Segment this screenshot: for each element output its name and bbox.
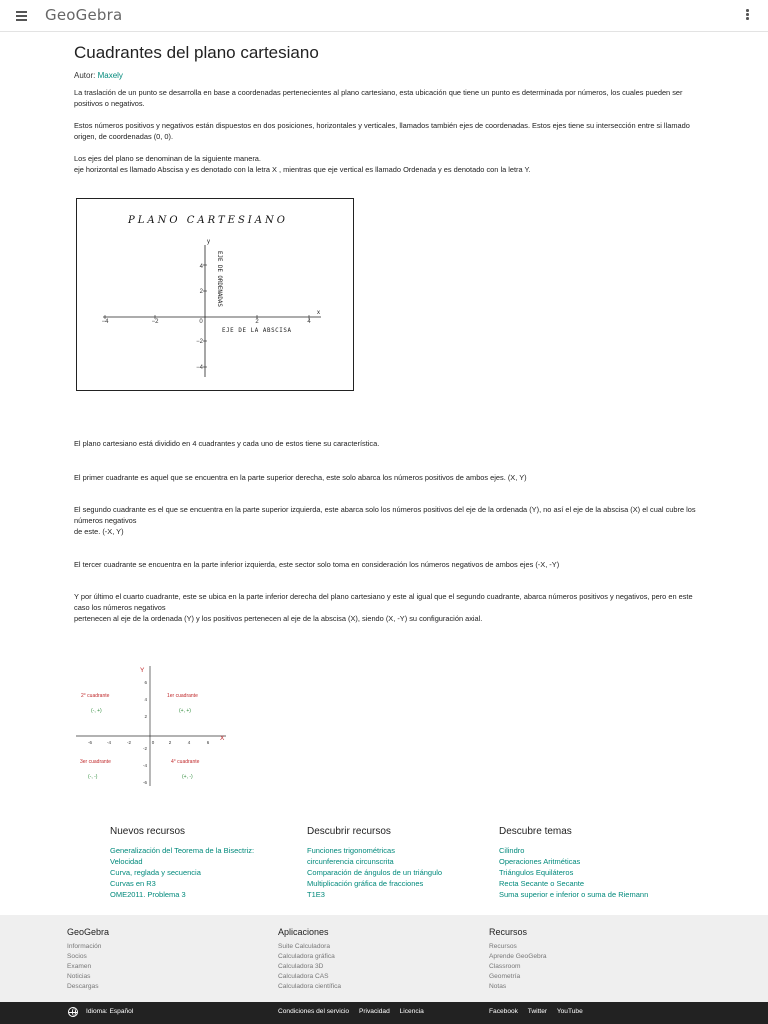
site-footer (0, 915, 768, 1002)
nuevos-recursos-section (110, 826, 254, 900)
author-link[interactable]: Maxely (97, 71, 123, 80)
descubrir-recurso-link[interactable]: Comparación de ángulos de un triángulo (307, 868, 443, 877)
q-x-tick-neg2: -2 (126, 740, 132, 745)
descubrir-recursos-section (307, 826, 442, 900)
globe-icon[interactable] (68, 1007, 78, 1017)
q-x-tick-6: 6 (206, 740, 210, 745)
footer-link[interactable]: Examen (67, 963, 92, 970)
footer-recursos-column (489, 927, 547, 992)
paragraph-traslacion: La traslación de un punto se desarrolla en base a coordenadas pertenecientes al plano cartesiano, esta ubicación que tiene un punto es determinada por números, los cuales pueden ser positivos o negativos. (74, 88, 683, 108)
nuevos-recurso-link[interactable]: Generalización del Teorema de la Bisectriz: (110, 846, 255, 855)
descubrir-recurso-link[interactable]: Funciones trigonométricas (307, 846, 395, 855)
facebook-link[interactable]: Facebook (489, 1008, 518, 1015)
author-line (74, 71, 123, 80)
privacy-link[interactable]: Privacidad (358, 1008, 390, 1015)
top-app-bar (0, 0, 768, 32)
language-selector[interactable]: Idioma: Español (86, 1008, 134, 1015)
x-tick-neg4: −4 (101, 319, 109, 325)
bottom-bar (0, 1002, 768, 1024)
footer-link[interactable]: Geometría (489, 973, 521, 980)
y-tick-4: 4 (199, 264, 203, 270)
footer-link[interactable]: Recursos (489, 943, 517, 950)
x-tick-neg2: −2 (151, 319, 159, 325)
paragraph-cuarto-cuadrante: Y por último el cuarto cuadrante, este se ubica en la parte inferior derecha del plano cartesiano y este al igual que el segundo cuadrante, abarca números positivos y negativos, pero en este caso los números negativos (74, 592, 693, 612)
descubre-temas-title: Descubre temas (499, 826, 572, 837)
footer-link[interactable]: Descargas (67, 983, 99, 990)
legal-links (278, 1008, 432, 1015)
tema-link[interactable]: Recta Secante o Secante (499, 879, 585, 888)
q-y-tick-4: 4 (144, 697, 147, 702)
footer-link[interactable]: Noticias (67, 973, 91, 980)
paragraph-denominacion: Los ejes del plano se denominan de la siguiente manera. (74, 154, 261, 163)
q1-signs: (+, +) (179, 708, 191, 714)
x-tick-4: 4 (307, 319, 311, 325)
terms-link[interactable]: Condiciones del servicio (278, 1008, 350, 1015)
q-y-tick-neg6: -6 (142, 780, 147, 785)
hamburger-menu-icon[interactable] (16, 11, 27, 20)
quadrants-svg (72, 662, 232, 788)
descubrir-recurso-link[interactable]: Multiplicación gráfica de fracciones (307, 879, 424, 888)
q-x-tick-2: 2 (168, 740, 172, 745)
q2-label: 2° cuadrante (81, 693, 110, 699)
paragraph-ejes: Estos números positivos y negativos están dispuestos en dos posiciones, horizontales y verticales, llamados también ejes de coordenadas. Estos ejes tiene su intersección entre si llamado origen, de coordenadas (0, 0). (74, 121, 690, 141)
q2-signs: (-, +) (91, 708, 102, 714)
geogebra-logo[interactable]: GeoGebra (45, 6, 123, 24)
q4-signs: (+, -) (182, 774, 193, 780)
q1-label: 1er cuadrante (167, 693, 198, 699)
footer-aplicaciones-column (278, 927, 341, 992)
tema-link[interactable]: Triángulos Equiláteros (499, 868, 574, 877)
tema-link[interactable]: Operaciones Aritméticas (499, 857, 581, 866)
abscissa-axis-caption: EJE DE LA ABSCISA (222, 328, 292, 334)
paragraph-cuadrantes: El plano cartesiano está dividido en 4 cuadrantes y cada uno de estos tiene su característica. (74, 439, 380, 448)
descubre-temas-section (499, 826, 648, 900)
x-tick-2: 2 (255, 319, 259, 325)
descubrir-recursos-title: Descubrir recursos (307, 826, 391, 837)
ordinate-axis-caption: EJE DE ORDENADAS (216, 251, 222, 307)
youtube-link[interactable]: YouTube (556, 1008, 583, 1015)
footer-aplicaciones-title: Aplicaciones (278, 927, 329, 937)
footer-geogebra-title: GeoGebra (67, 927, 110, 937)
tema-link[interactable]: Suma superior e inferior o suma de Riemann (499, 890, 649, 899)
kebab-menu-icon[interactable] (746, 9, 750, 21)
q-x-tick-neg6: -6 (87, 740, 93, 745)
footer-link[interactable]: Classroom (489, 963, 521, 970)
q-y-tick-2: 2 (144, 714, 147, 719)
twitter-link[interactable]: Twitter (527, 1008, 548, 1015)
paragraph-abscisa-ordenada: eje horizontal es llamado Abscisa y es denotado con la letra X , mientras que eje vertical es llamado Ordenada y es denotado con la letra Y. (74, 165, 531, 174)
descubrir-recurso-link[interactable]: T1E3 (307, 890, 325, 899)
footer-link[interactable]: Aprende GeoGebra (489, 953, 547, 960)
q-y-tick-6: 6 (144, 680, 147, 685)
footer-link[interactable]: Calculadora científica (278, 983, 342, 990)
q-y-tick-neg2: -2 (142, 746, 147, 751)
q-x-tick-0: 0 (151, 740, 155, 745)
q-y-tick-neg4: -4 (142, 763, 147, 768)
license-link[interactable]: Licencia (399, 1008, 424, 1015)
q3-label: 3er cuadrante (80, 759, 111, 765)
cartesian-plane-svg (77, 199, 352, 389)
footer-link[interactable]: Información (67, 943, 102, 950)
footer-geogebra-column (67, 927, 109, 992)
quadrants-y-label: Y (140, 667, 145, 674)
y-tick-2: 2 (199, 289, 203, 295)
q-x-tick-4: 4 (187, 740, 191, 745)
paragraph-tercer-cuadrante: El tercer cuadrante se encuentra en la parte inferior izquierda, este sector solo toma en consideración los números negativos de ambos ejes (-X, -Y) (74, 560, 560, 569)
quadrants-x-label: X (220, 735, 225, 742)
q-x-tick-neg4: -4 (106, 740, 112, 745)
x-tick-0: 0 (199, 319, 203, 325)
page-title: Cuadrantes del plano cartesiano (74, 43, 319, 62)
descubrir-recurso-link[interactable]: circunferencia circunscrita (307, 857, 394, 866)
paragraph-cuarto-cuadrante-cont: pertenecen al eje de la ordenada (Y) y los positivos pertenecen al eje de la abscisa (X), siendo (X, -Y) su configuración axial. (74, 614, 483, 623)
author-label: Autor: (74, 71, 96, 80)
social-links (489, 1008, 591, 1015)
nuevos-recurso-link[interactable]: Velocidad (110, 857, 143, 866)
x-axis-label: x (317, 310, 320, 316)
plane-title: PLANO CARTESIANO (128, 215, 288, 226)
nuevos-recurso-link[interactable]: Curvas en R3 (110, 879, 156, 888)
footer-link[interactable]: Calculadora gráfica (278, 953, 335, 960)
quadrants-image (72, 662, 232, 788)
y-tick-neg2: −2 (196, 339, 203, 345)
paragraph-segundo-cuadrante: El segundo cuadrante es el que se encuentra en la parte superior izquierda, este abarca solo los números positivos del eje de la ordenada (Y), no así el eje de la abscisa (X) el cual cubre los números negativos (74, 505, 696, 525)
q3-signs: (-, -) (88, 774, 98, 780)
y-axis-label: y (207, 239, 210, 245)
paragraph-segundo-cuadrante-cont: de este. (-X, Y) (74, 527, 124, 536)
nuevos-recurso-link[interactable]: OME2011. Problema 3 (110, 890, 186, 899)
cartesian-plane-image (76, 198, 354, 391)
footer-link[interactable]: Calculadora 3D (278, 963, 324, 970)
paragraph-primer-cuadrante: El primer cuadrante es aquel que se encuentra en la parte superior derecha, este solo abarca los números positivos de ambos ejes. (X, Y) (74, 473, 527, 482)
nuevos-recursos-title: Nuevos recursos (110, 826, 186, 837)
footer-link[interactable]: Socios (67, 953, 87, 960)
footer-link[interactable]: Calculadora CAS (278, 973, 329, 980)
footer-link[interactable]: Suite Calculadora (278, 943, 331, 950)
y-tick-neg4: −4 (196, 365, 203, 371)
nuevos-recurso-link[interactable]: Curva, reglada y secuencia (110, 868, 201, 877)
tema-link[interactable]: Cilindro (499, 846, 525, 855)
q4-label: 4° cuadrante (171, 759, 200, 765)
footer-recursos-title: Recursos (489, 927, 528, 937)
footer-link[interactable]: Notas (489, 983, 507, 990)
